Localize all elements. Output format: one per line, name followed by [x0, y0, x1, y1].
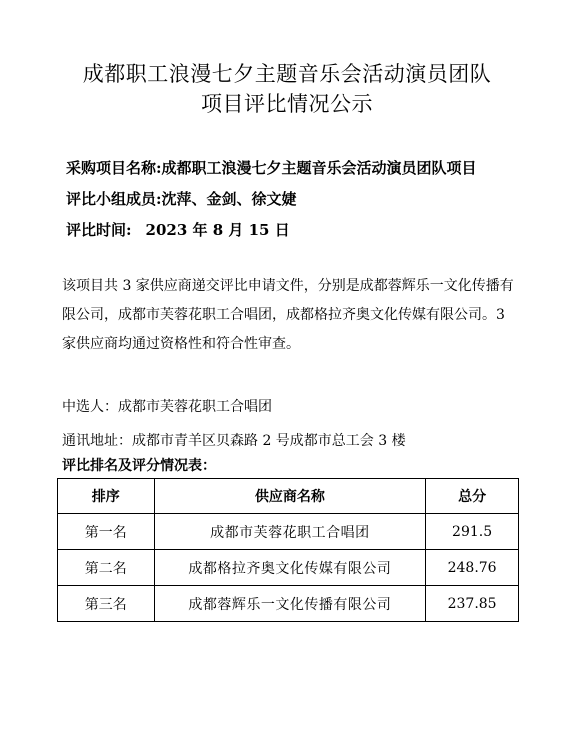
project-name-value: 成都职工浪漫七夕主题音乐会活动演员团队项目: [161, 159, 477, 177]
project-name-row: [66, 157, 477, 178]
panel-members-label: 评比小组成员:: [66, 190, 162, 208]
supplier-cell: 成都格拉齐奥文化传媒有限公司: [154, 550, 426, 586]
panel-members-value: 沈萍、金剑、徐文婕: [161, 190, 297, 208]
evaluation-time-label: 评比时间:: [66, 221, 132, 239]
header-score: 总分: [426, 479, 519, 514]
panel-members-row: [66, 188, 297, 209]
table-row: [58, 514, 519, 550]
document-title-line-1: 成都职工浪漫七夕主题音乐会活动演员团队: [82, 62, 492, 86]
document-title-line-2: 项目评比情况公示: [201, 92, 373, 116]
rank-cell: 第一名: [58, 514, 155, 550]
score-cell: 248.76: [426, 550, 519, 586]
evaluation-time-row: [66, 219, 290, 240]
rank-cell: 第三名: [58, 586, 155, 622]
supplier-cell: 成都市芙蓉花职工合唱团: [154, 514, 426, 550]
header-rank: 排序: [58, 479, 155, 514]
table-row: [58, 550, 519, 586]
ranking-table: [57, 478, 519, 622]
score-cell: 291.5: [426, 514, 519, 550]
table-header-row: [58, 479, 519, 514]
score-cell: 237.85: [426, 586, 519, 622]
ranking-table-title: 评比排名及评分情况表：: [62, 458, 216, 474]
project-name-label: 采购项目名称:: [66, 159, 162, 177]
body-paragraph: 该项目共 3 家供应商递交评比申请文件，分别是成都蓉辉乐一文化传播有限公司，成都市芙蓉花职工合唱团，成都格拉齐奥文化传媒有限公司。3 家供应商均通过资格性和符合性审查。: [62, 278, 514, 352]
header-supplier: 供应商名称: [154, 479, 426, 514]
supplier-cell: 成都蓉辉乐一文化传播有限公司: [154, 586, 426, 622]
evaluation-time-value: 2023 年 8 月 15 日: [145, 221, 290, 239]
winner-line: 中选人：成都市芙蓉花职工合唱团: [62, 399, 272, 415]
table-row: [58, 586, 519, 622]
rank-cell: 第二名: [58, 550, 155, 586]
address-line: 通讯地址：成都市青羊区贝森路 2 号成都市总工会 3 楼: [62, 433, 406, 449]
